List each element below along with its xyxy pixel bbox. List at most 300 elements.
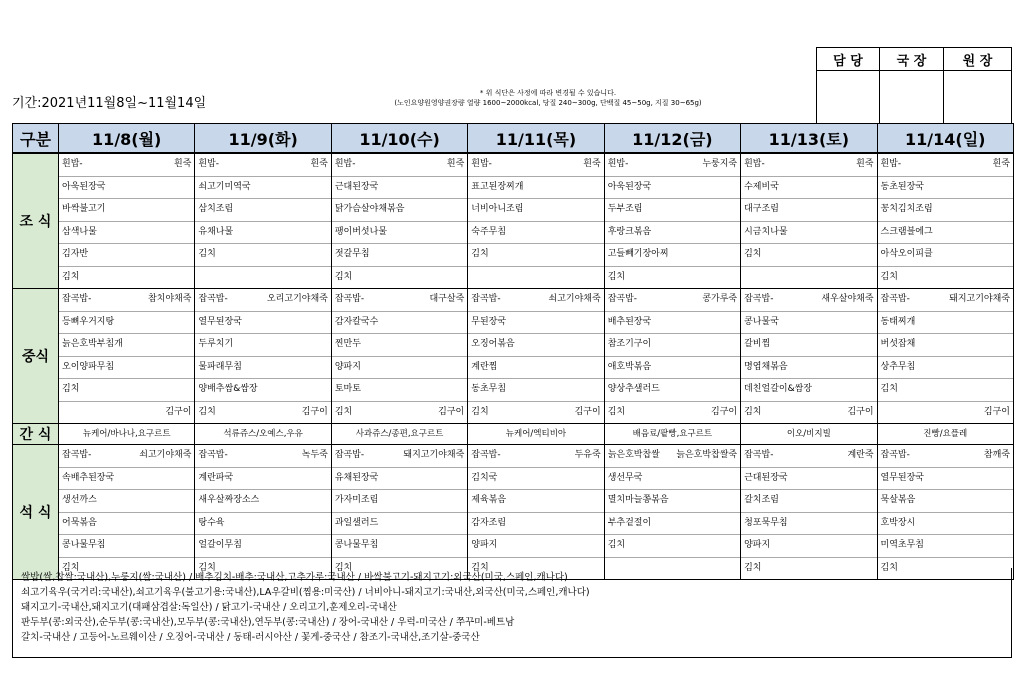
- menu-item: 고들빼기장아찌: [607, 249, 669, 259]
- menu-side-item: 김구이: [165, 406, 192, 417]
- menu-line: [468, 379, 603, 402]
- menu-item: 유채나물: [198, 226, 234, 237]
- menu-item: 늙은호박찹쌀: [607, 450, 660, 460]
- menu-line: [605, 357, 740, 380]
- breakfast-cell: [195, 153, 331, 289]
- menu-line: [468, 357, 603, 380]
- menu-line: [878, 289, 1013, 312]
- menu-item: 데친얼갈이&쌈장: [744, 384, 812, 394]
- menu-item: 흰밥-: [471, 159, 492, 169]
- menu-item: 잡곡밥-: [744, 294, 774, 304]
- menu-line: [741, 379, 876, 402]
- menu-item: 물파래무침: [198, 361, 242, 372]
- menu-line: [605, 513, 740, 536]
- menu-item: 양파지: [471, 540, 498, 550]
- dinner-cell: [331, 445, 467, 580]
- menu-item: 애호박볶음: [607, 361, 652, 372]
- approval-header-director: 국 장: [880, 48, 944, 71]
- menu-item: 김치: [198, 562, 216, 573]
- menu-line: [468, 334, 603, 357]
- menu-item: 근대된장국: [334, 181, 379, 192]
- dinner-cell: [59, 445, 195, 580]
- menu-line: [878, 513, 1013, 536]
- menu-item: 잡곡밥-: [880, 450, 910, 460]
- menu-line: [468, 289, 603, 312]
- menu-side-item: 새우살야채죽: [821, 294, 874, 304]
- meal-label-dinner: 석 식: [13, 445, 59, 580]
- meal-label-lunch: 중식: [13, 289, 59, 424]
- menu-side-item: 김구이: [438, 406, 465, 417]
- menu-line: [741, 402, 876, 424]
- menu-line: [605, 267, 740, 289]
- menu-line: [878, 402, 1013, 424]
- menu-item: 김치: [62, 271, 80, 282]
- menu-line: [195, 513, 330, 536]
- menu-item: 토마토: [334, 384, 361, 394]
- menu-line: [468, 513, 603, 536]
- menu-item: 새우살짜장소스: [198, 495, 260, 505]
- menu-item: 김치: [744, 406, 762, 417]
- menu-side-item: 오리고기야채죽: [266, 294, 328, 304]
- snack-cell: 사과쥬스/종편,요구르트: [331, 424, 467, 445]
- lunch-cell: [468, 289, 604, 424]
- menu-item: 갈비찜: [744, 339, 771, 349]
- snack-cell: 뉴케어/엑티비아: [468, 424, 604, 445]
- menu-line: [878, 535, 1013, 558]
- menu-line: [605, 289, 740, 312]
- menu-line: [878, 312, 1013, 335]
- menu-item: 흰밥-: [334, 159, 356, 169]
- menu-item: 두부조림: [607, 204, 643, 214]
- menu-line: [195, 379, 330, 402]
- breakfast-cell: [877, 153, 1013, 289]
- menu-item: 아욱된장국: [607, 181, 652, 192]
- origin-line: 갈치-국내산 / 고등어-노르웨이산 / 오징어-국내산 / 동태-러시아산 / 꽃게-중국산 / 참조기-국내산,조기살-중국산: [21, 632, 480, 643]
- menu-item: 잡곡밥-: [471, 450, 501, 460]
- snack-cell: 뉴케어/바나나,요구르트: [59, 424, 195, 445]
- notice-line: * 위 식단은 사정에 따라 변경될 수 있습니다.: [479, 89, 617, 97]
- menu-line: [605, 445, 740, 468]
- menu-side-item: 흰죽: [583, 159, 601, 169]
- menu-item: 양파지: [334, 361, 361, 372]
- menu-line: [332, 445, 467, 468]
- menu-line: [468, 199, 603, 222]
- menu-line: [59, 490, 194, 513]
- menu-line: [195, 402, 330, 424]
- menu-item: 청포묵무침: [744, 517, 788, 528]
- lunch-cell: [331, 289, 467, 424]
- menu-item: 상추무침: [880, 361, 916, 372]
- menu-item: 김치: [880, 562, 898, 573]
- menu-item: 탕수육: [198, 517, 225, 528]
- menu-item: 부추겉절이: [607, 517, 652, 528]
- menu-line: [195, 154, 330, 177]
- dinner-cell: [195, 445, 331, 580]
- menu-line: [605, 535, 740, 558]
- menu-line: [59, 199, 194, 222]
- menu-item: 스크램블에그: [880, 226, 933, 237]
- menu-line: [741, 334, 876, 357]
- menu-item: 잡곡밥-: [198, 450, 228, 460]
- menu-line: [878, 154, 1013, 177]
- menu-side-item: 참깨죽: [983, 450, 1010, 460]
- menu-item: 계란찜: [471, 361, 498, 372]
- menu-item: 갈치조림: [744, 495, 779, 505]
- menu-item: 참조기구이: [607, 339, 652, 349]
- menu-line: [59, 244, 194, 267]
- menu-item: 멸치마늘쫑볶음: [607, 495, 669, 505]
- menu-item: 생선까스: [62, 495, 97, 505]
- menu-item: 흰밥-: [198, 159, 220, 169]
- menu-item: 잡곡밥-: [62, 294, 92, 304]
- menu-line: [741, 267, 876, 289]
- menu-line: [605, 222, 740, 245]
- menu-item: 대구조림: [744, 204, 779, 214]
- origin-line: 쌀밥(쌀,찹쌀:국내산),누룽지(쌀:국내산) / 배추김치-배추:국내산,고추가루:국내산 / 바싹불고기-돼지고기:외국산(미국,스페인,캐나다): [21, 572, 568, 583]
- menu-line: [332, 199, 467, 222]
- menu-line: [741, 244, 876, 267]
- menu-item: 닭가슴살야채볶음: [334, 204, 405, 214]
- menu-line: [332, 357, 467, 380]
- menu-line: [741, 357, 876, 380]
- dinner-cell: [468, 445, 604, 580]
- menu-item: 근대된장국: [744, 472, 788, 483]
- menu-item: 김치: [471, 562, 489, 573]
- menu-item: 김치: [744, 249, 762, 259]
- menu-item: 두루치기: [198, 339, 234, 349]
- menu-item: 과일샐러드: [334, 517, 379, 528]
- breakfast-cell: [604, 153, 740, 289]
- menu-line: [59, 289, 194, 312]
- menu-line: [59, 154, 194, 177]
- menu-item: 속배추된장국: [62, 472, 115, 483]
- menu-line: [605, 177, 740, 200]
- menu-item: 시금치나물: [744, 226, 788, 237]
- menu-item: 묵살볶음: [880, 495, 916, 505]
- menu-line: [195, 334, 330, 357]
- menu-item: 감자조림: [471, 517, 507, 528]
- menu-line: [59, 177, 194, 200]
- menu-item: 김치: [880, 271, 898, 282]
- menu-item: 열무된장국: [198, 316, 242, 327]
- menu-line: [468, 312, 603, 335]
- menu-line: [59, 468, 194, 491]
- menu-item: 수제비국: [744, 181, 779, 192]
- menu-item: 잡곡밥-: [880, 294, 910, 304]
- menu-item: 김치: [62, 384, 80, 394]
- menu-line: [332, 535, 467, 558]
- menu-item: 잡곡밥-: [62, 450, 92, 460]
- menu-line: [332, 468, 467, 491]
- menu-item: 김치: [198, 249, 216, 259]
- menu-item: 김치: [607, 540, 626, 550]
- approval-header-staff: 담 당: [817, 48, 880, 71]
- menu-line: [878, 334, 1013, 357]
- menu-line: [195, 199, 330, 222]
- menu-item: 양상추샐러드: [607, 384, 660, 394]
- menu-line: [741, 154, 876, 177]
- menu-line: [741, 222, 876, 245]
- lunch-cell: [877, 289, 1013, 424]
- menu-line: [332, 379, 467, 402]
- menu-line: [468, 535, 603, 558]
- menu-line: [741, 289, 876, 312]
- breakfast-cell: [331, 153, 467, 289]
- menu-line: [332, 402, 467, 424]
- menu-line: [59, 535, 194, 558]
- menu-item: 팽이버섯나물: [334, 226, 388, 237]
- snack-cell: 진빵/요플레: [877, 424, 1013, 445]
- menu-line: [332, 312, 467, 335]
- menu-item: 김치: [607, 271, 626, 282]
- origin-line: 쇠고기육우(국거리:국내산),쇠고기육우(불고기용:국내산),LA우갈비(찜용:미국산) / 너비아니-돼지고기:국내산,외국산(미국,스페인,캐나다): [21, 587, 590, 598]
- menu-line: [741, 513, 876, 536]
- menu-item: 흰밥-: [880, 159, 902, 169]
- menu-item: 표고된장찌개: [471, 181, 524, 192]
- menu-line: [195, 312, 330, 335]
- menu-line: [195, 535, 330, 558]
- menu-item: 콩나물무침: [334, 540, 379, 550]
- menu-item: 젓갈무침: [334, 249, 370, 259]
- menu-item: 얼갈이무침: [198, 540, 242, 550]
- menu-item: 삼치조림: [198, 204, 234, 214]
- menu-side-item: 김구이: [711, 406, 738, 417]
- menu-item: 흰밥-: [607, 159, 629, 169]
- menu-item: 김치: [607, 406, 626, 417]
- menu-item: 열무된장국: [880, 472, 925, 483]
- menu-line: [878, 244, 1013, 267]
- menu-item: 동초된장국: [880, 181, 925, 192]
- day-header: 11/12(금): [604, 124, 740, 154]
- menu-line: [468, 244, 603, 267]
- menu-item: 양배추쌈&쌈장: [198, 384, 258, 394]
- origin-notes: [12, 568, 1012, 658]
- menu-item: 등뼈우거지탕: [62, 316, 115, 327]
- menu-line: [741, 445, 876, 468]
- menu-line: [195, 357, 330, 380]
- menu-item: 어묵볶음: [62, 517, 97, 528]
- dinner-cell: [741, 445, 877, 580]
- origin-line: 돼지고기-국내산,돼지고기(대패삼겹살:독일산) / 닭고기-국내산 / 오리고기,훈제오리-국내산: [21, 602, 397, 613]
- menu-item: 배추된장국: [607, 316, 652, 327]
- menu-item: 김치: [62, 562, 80, 573]
- menu-item: 숙주무침: [471, 226, 507, 237]
- corner-label: 구분: [13, 124, 59, 154]
- menu-side-item: 녹두죽: [301, 450, 328, 460]
- menu-line: [332, 513, 467, 536]
- menu-line: [741, 177, 876, 200]
- menu-line: [605, 490, 740, 513]
- menu-side-item: 흰죽: [856, 159, 874, 169]
- menu-line: [59, 379, 194, 402]
- notice: [338, 88, 758, 108]
- day-header: 11/14(일): [877, 124, 1013, 154]
- menu-side-item: 흰죽: [174, 159, 192, 169]
- lunch-cell: [741, 289, 877, 424]
- menu-line: [332, 490, 467, 513]
- menu-line: [878, 490, 1013, 513]
- menu-line: [605, 468, 740, 491]
- menu-item: 잡곡밥-: [334, 450, 365, 460]
- menu-line: [741, 535, 876, 558]
- menu-item: 김자반: [62, 249, 89, 259]
- menu-item: 오징어볶음: [471, 339, 515, 349]
- menu-line: [332, 154, 467, 177]
- meal-label-snack: 간 식: [13, 424, 59, 445]
- menu-line: [195, 267, 330, 289]
- menu-line: [59, 402, 194, 424]
- menu-line: [878, 222, 1013, 245]
- menu-item: 잡곡밥-: [607, 294, 638, 304]
- menu-item: 흰밥-: [744, 159, 765, 169]
- menu-item: 후랑크볶음: [607, 226, 652, 237]
- day-header: 11/13(토): [741, 124, 877, 154]
- meal-label-breakfast: 조 식: [13, 153, 59, 289]
- menu-item: 너비아니조림: [471, 204, 524, 214]
- menu-line: [468, 267, 603, 289]
- menu-line: [195, 490, 330, 513]
- menu-line: [59, 267, 194, 289]
- menu-item: 동초무침: [471, 384, 507, 394]
- menu-side-item: 누룽지죽: [702, 159, 738, 169]
- menu-line: [878, 199, 1013, 222]
- menu-side-item: 흰죽: [992, 159, 1010, 169]
- menu-item: 김치: [880, 384, 898, 394]
- day-header: 11/11(목): [468, 124, 604, 154]
- menu-item: 감자칼국수: [334, 316, 379, 327]
- dinner-cell: [877, 445, 1013, 580]
- menu-item: 버섯잡채: [880, 339, 916, 349]
- menu-item: 미역초무침: [880, 540, 925, 550]
- menu-line: [332, 289, 467, 312]
- menu-line: [605, 402, 740, 424]
- menu-line: [878, 357, 1013, 380]
- menu-line: [741, 468, 876, 491]
- menu-item: 잡곡밥-: [744, 450, 774, 460]
- menu-item: 흰밥-: [62, 159, 83, 169]
- menu-line: [59, 445, 194, 468]
- menu-line: [605, 312, 740, 335]
- menu-line: [59, 334, 194, 357]
- menu-line: [332, 222, 467, 245]
- snack-cell: 석류쥬스/오예스,우유: [195, 424, 331, 445]
- menu-side-item: 김구이: [983, 406, 1010, 417]
- menu-side-item: 대구살죽: [429, 294, 465, 304]
- menu-item: 잡곡밥-: [471, 294, 501, 304]
- menu-side-item: 계란죽: [847, 450, 874, 460]
- menu-line: [605, 154, 740, 177]
- weekly-menu-table: [12, 123, 1014, 580]
- menu-item: 콩나물무침: [62, 540, 106, 550]
- breakfast-cell: [468, 153, 604, 289]
- menu-line: [332, 244, 467, 267]
- menu-item: 계란파국: [198, 472, 234, 483]
- menu-line: [195, 445, 330, 468]
- menu-line: [605, 334, 740, 357]
- menu-line: [878, 379, 1013, 402]
- menu-line: [59, 357, 194, 380]
- menu-item: 김치: [334, 406, 353, 417]
- menu-line: [195, 244, 330, 267]
- menu-line: [605, 244, 740, 267]
- menu-item: 콩나물국: [744, 316, 779, 327]
- snack-cell: 이오/비지빌: [741, 424, 877, 445]
- origin-line: 판두부(콩:외국산),순두부(콩:국내산),모두부(콩:국내산),연두부(콩:국내산) / 장어-국내산 / 우럭-미국산 / 쭈꾸미-베트남: [21, 617, 515, 628]
- period-text: 기간:2021년11월8일~11월14일: [12, 96, 207, 111]
- lunch-cell: [195, 289, 331, 424]
- menu-item: 가자미조림: [334, 495, 379, 505]
- day-header: 11/9(화): [195, 124, 331, 154]
- menu-item: 꽁치김치조림: [880, 204, 933, 214]
- menu-side-item: 두유죽: [574, 450, 601, 460]
- menu-item: 김치: [471, 406, 489, 417]
- dinner-cell: [604, 445, 740, 580]
- menu-side-item: 흰죽: [446, 159, 465, 169]
- breakfast-cell: [59, 153, 195, 289]
- menu-item: 호박장시: [880, 517, 916, 528]
- menu-item: 김치: [198, 406, 216, 417]
- menu-line: [605, 379, 740, 402]
- menu-line: [59, 513, 194, 536]
- menu-item: 찐만두: [334, 339, 361, 349]
- menu-item: 동태찌개: [880, 316, 916, 327]
- menu-item: 삼색나물: [62, 226, 97, 237]
- menu-line: [195, 222, 330, 245]
- menu-item: 생선무국: [607, 472, 643, 483]
- menu-side-item: 김구이: [301, 406, 328, 417]
- menu-item: 김치: [744, 562, 762, 573]
- menu-line: [468, 402, 603, 424]
- menu-line: [468, 468, 603, 491]
- menu-item: 무된장국: [471, 316, 507, 327]
- menu-side-item: 참치야채죽: [147, 294, 192, 304]
- breakfast-cell: [741, 153, 877, 289]
- menu-line: [878, 177, 1013, 200]
- menu-item: 오이양파무침: [62, 361, 115, 372]
- day-header: 11/8(월): [59, 124, 195, 154]
- snack-cell: 배음료/팥빵,요구르트: [604, 424, 740, 445]
- menu-side-item: 김구이: [847, 406, 874, 417]
- menu-side-item: 늙은호박찹쌀죽: [676, 450, 738, 460]
- menu-side-item: 흰죽: [310, 159, 328, 169]
- menu-line: [468, 490, 603, 513]
- menu-line: [468, 177, 603, 200]
- menu-line: [332, 177, 467, 200]
- menu-line: [741, 490, 876, 513]
- menu-line: [59, 222, 194, 245]
- lunch-cell: [59, 289, 195, 424]
- menu-line: [878, 468, 1013, 491]
- menu-line: [195, 177, 330, 200]
- menu-item: 김치: [334, 562, 353, 573]
- menu-item: 쇠고기미역국: [198, 181, 251, 192]
- menu-item: 김치국: [471, 472, 498, 483]
- menu-side-item: 쇠고기야채죽: [548, 294, 601, 304]
- menu-side-item: 콩가루죽: [702, 294, 738, 304]
- menu-line: [878, 267, 1013, 289]
- menu-line: [332, 334, 467, 357]
- menu-item: 유채된장국: [334, 472, 379, 483]
- notice-line: (노인요양원영양권장량 열량 1600~2000kcal, 당질 240~300g, 단백질 45~50g, 지질 30~65g): [394, 99, 702, 107]
- menu-line: [741, 312, 876, 335]
- menu-side-item: 돼지고기야채죽: [403, 450, 465, 460]
- menu-item: 바싹불고기: [62, 204, 106, 214]
- menu-item: 양파지: [744, 540, 771, 550]
- menu-line: [195, 289, 330, 312]
- menu-item: 늙은호박부침개: [62, 339, 123, 349]
- approval-header-head: 원 장: [944, 48, 1012, 71]
- day-header: 11/10(수): [331, 124, 467, 154]
